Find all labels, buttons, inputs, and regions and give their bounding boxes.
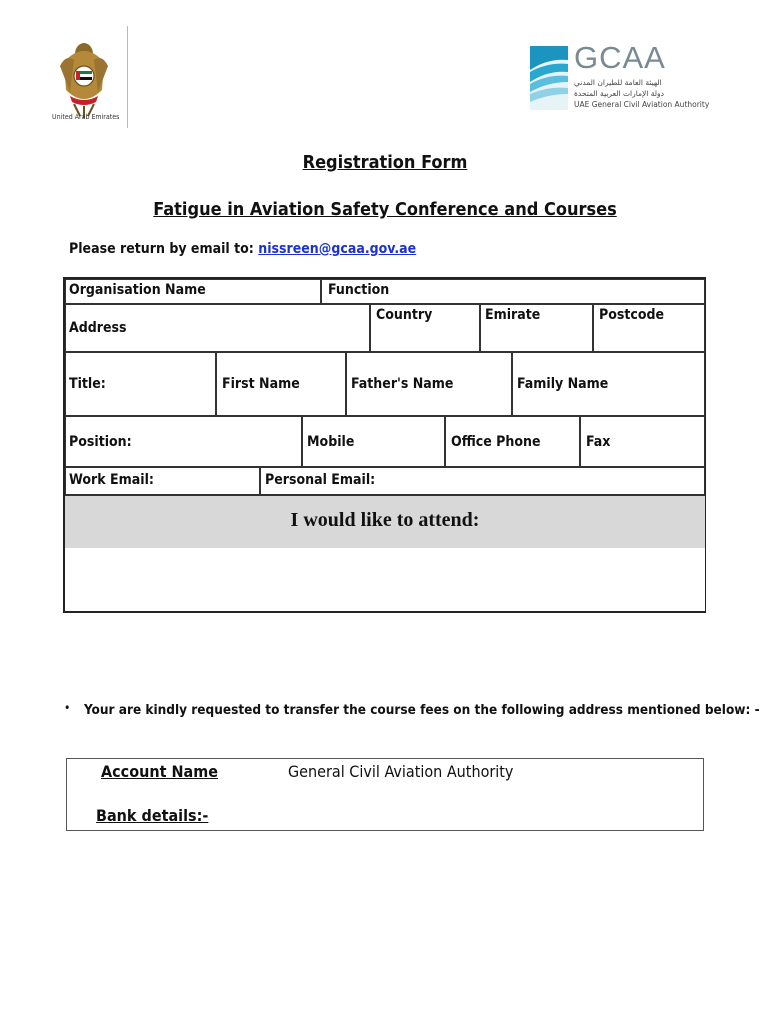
address-label: Address — [69, 320, 127, 336]
fee-transfer-note: Your are kindly requested to transfer the course fees on the following address mentioned below: - — [84, 702, 760, 718]
form-subtitle: Fatigue in Aviation Safety Conference and Courses — [153, 199, 617, 220]
fathers-name-label: Father's Name — [351, 376, 454, 392]
position-label: Position: — [69, 434, 132, 450]
bullet-point-icon: • — [64, 701, 71, 715]
postcode-label: Postcode — [599, 307, 665, 323]
emirate-label: Emirate — [485, 307, 541, 323]
work-email-label: Work Email: — [69, 472, 154, 488]
family-name-label: Family Name — [517, 376, 609, 392]
office-phone-label: Office Phone — [451, 434, 541, 450]
gcaa-arabic-line-1: الهيئة العامة للطيران المدني — [574, 78, 662, 87]
return-email-link[interactable]: nissreen@gcaa.gov.ae — [258, 241, 417, 257]
title-label: Title: — [69, 376, 106, 392]
bank-details-label: Bank details:- — [96, 806, 209, 825]
uae-emblem-logo — [58, 32, 110, 124]
form-title: Registration Form — [302, 152, 468, 173]
fax-label: Fax — [586, 434, 611, 450]
account-name-label: Account Name — [101, 762, 219, 781]
function-label: Function — [328, 282, 390, 298]
mobile-label: Mobile — [307, 434, 355, 450]
gcaa-logo-text: GCAA — [574, 40, 666, 75]
account-name-value: General Civil Aviation Authority — [288, 762, 514, 781]
gcaa-arabic-line-2: دولة الإمارات العربية المتحدة — [574, 89, 665, 98]
attend-courses-field[interactable] — [65, 548, 705, 611]
personal-email-label: Personal Email: — [265, 472, 376, 488]
country-label: Country — [376, 307, 433, 323]
organisation-name-label: Organisation Name — [69, 282, 206, 298]
attend-heading: I would like to attend: — [290, 509, 480, 531]
header-divider — [127, 26, 128, 128]
gcaa-english-line: UAE General Civil Aviation Authority — [574, 100, 710, 109]
return-prefix: Please return by email to: — [69, 241, 259, 257]
emblem-caption: United Arab Emirates — [52, 113, 120, 121]
return-instructions — [69, 241, 416, 257]
first-name-label: First Name — [222, 376, 300, 392]
